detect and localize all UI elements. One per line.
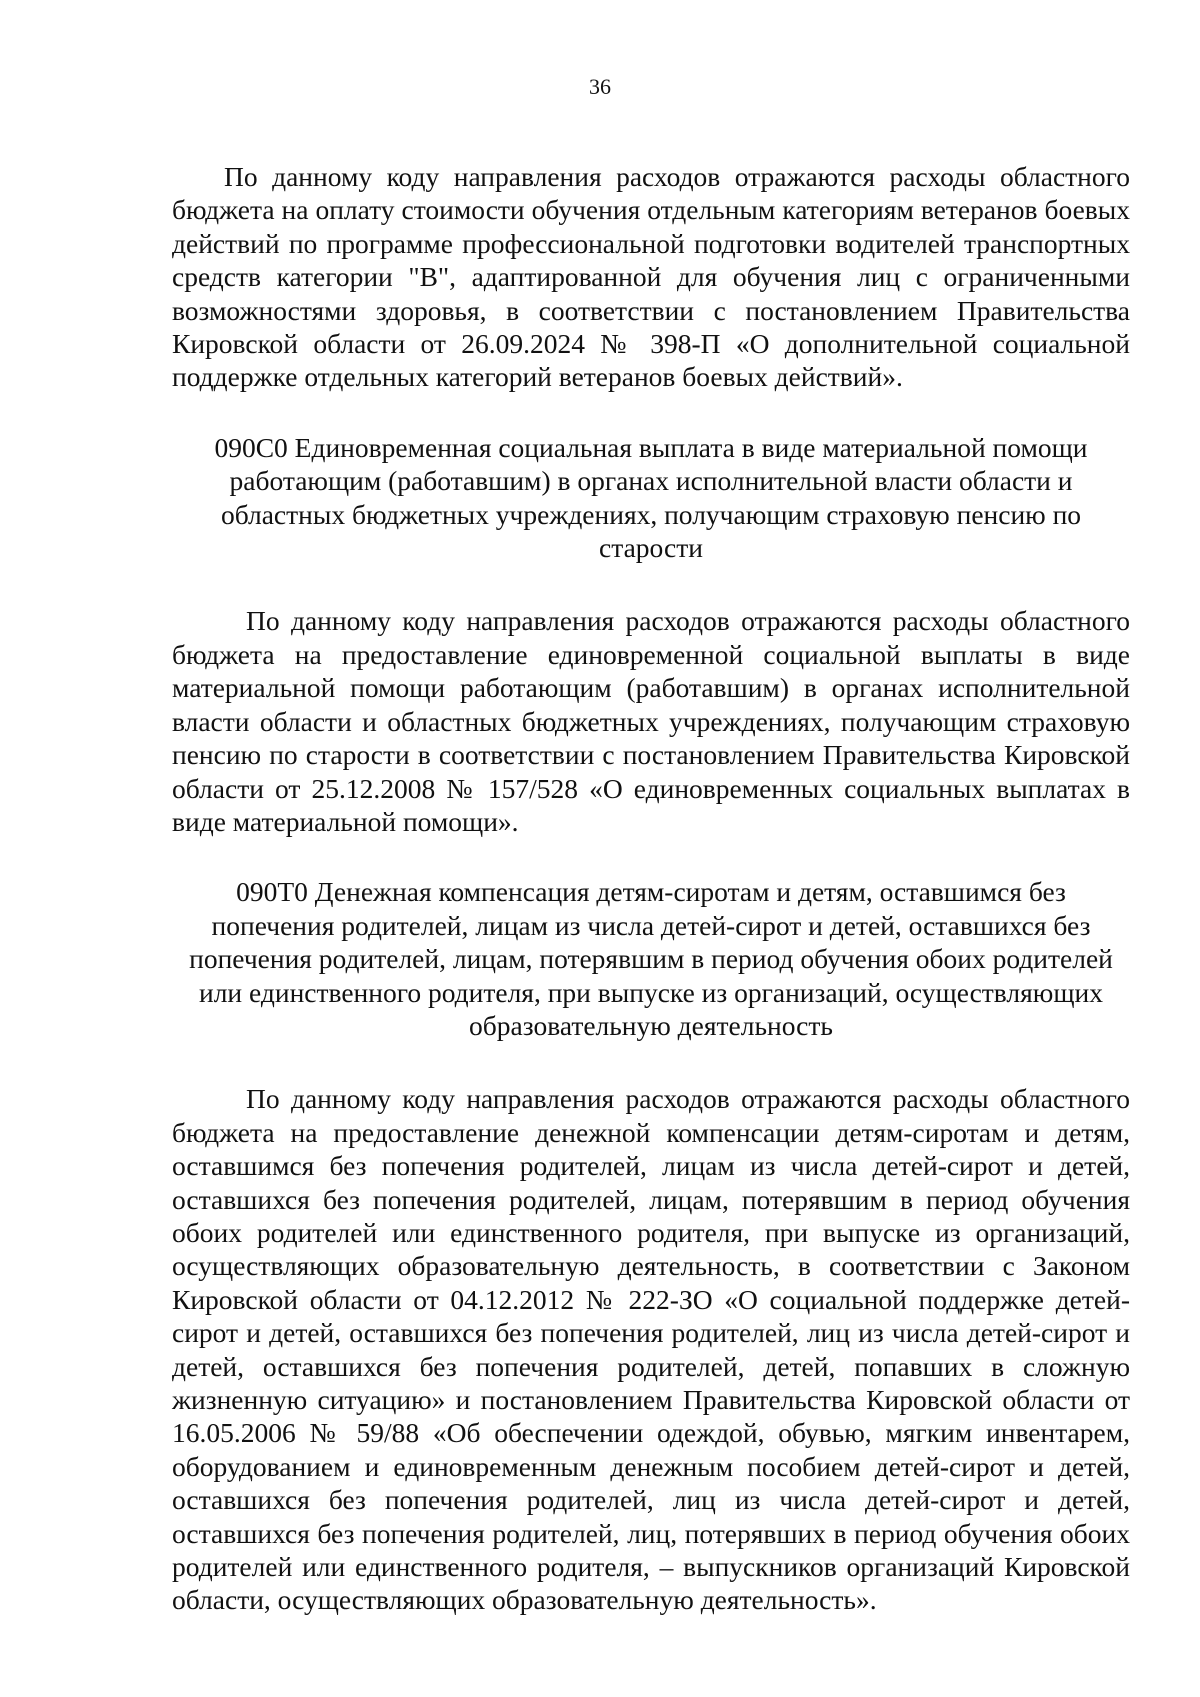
paragraph-090c0-description: По данному коду направления расходов отражаются расходы областного бюджета на предоставление единовременной социальной выплаты в виде материальной помощи работающим (работавшим) в органах исполнительной власти области и областных бюджетных учреждениях, получающим страховую пенсию по старости в соответствии с постановлением Правительства Кировской области от 25.12.2008 № 157/528 «О единовременных социальных выплатах в виде материальной помощи». xyxy=(172,605,1130,837)
spacer xyxy=(172,838,1130,875)
spacer xyxy=(172,564,1130,604)
heading-090c0: 090C0 Единовременная социальная выплата в виде материальной помощи работающим (работавшим) в органах исполнительной власти области и областных бюджетных учреждениях, получающим страховую пенсию по старости xyxy=(214,431,1088,564)
document-body xyxy=(172,160,1130,1617)
spacer xyxy=(172,1042,1130,1082)
paragraph-090t0-description: По данному коду направления расходов отражаются расходы областного бюджета на предоставление денежной компенсации детям-сиротам и детям, оставшимся без попечения родителей, лицам из числа детей-сирот и детей, оставшихся без попечения родителей, лицам, потерявшим в период обучения обоих родителей или единственного родителя, при выпуске из организаций, осуществляющих образовательную деятельность, в соответствии с Законом Кировской области от 04.12.2012 № 222-ЗО «О социальной поддержке детей-сирот и детей, оставшихся без попечения родителей, лиц из числа детей-сирот и детей, оставшихся без попечения родителей, детей, попавших в сложную жизненную ситуацию» и постановлением Правительства Кировской области от 16.05.2006 № 59/88 «Об обеспечении одеждой, обувью, мягким инвентарем, оборудованием и единовременным денежным пособием детей-сирот и детей, оставшихся без попечения родителей, лиц из числа детей-сирот и детей, оставшихся без попечения родителей, лиц, потерявших в период обучения обоих родителей или единственного родителя, – выпускников организаций Кировской области, осуществляющих образовательную деятельность». xyxy=(172,1083,1130,1616)
page-number: 36 xyxy=(589,74,611,99)
paragraph-expenses-veterans-training: По данному коду направления расходов отражаются расходы областного бюджета на оплату стоимости обучения отдельным категориям ветеранов боевых действий по программе профессиональной подготовки водителей транспортных средств категории "B", адаптированной для обучения лиц с ограниченными возможностями здоровья, в соответствии с постановлением Правительства Кировской области от 26.09.2024 № 398-П «О дополнительной социальной поддержке отдельных категорий ветеранов боевых действий». xyxy=(172,161,1130,393)
spacer xyxy=(172,394,1130,431)
heading-090t0: 090T0 Денежная компенсация детям-сиротам и детям, оставшимся без попечения родителей, лицам из числа детей-сирот и детей, оставшихся без попечения родителей, лицам, потерявшим в период обучения обоих родителей или единственного родителя, при выпуске из организаций, осуществляющих образовательную деятельность xyxy=(189,876,1113,1041)
